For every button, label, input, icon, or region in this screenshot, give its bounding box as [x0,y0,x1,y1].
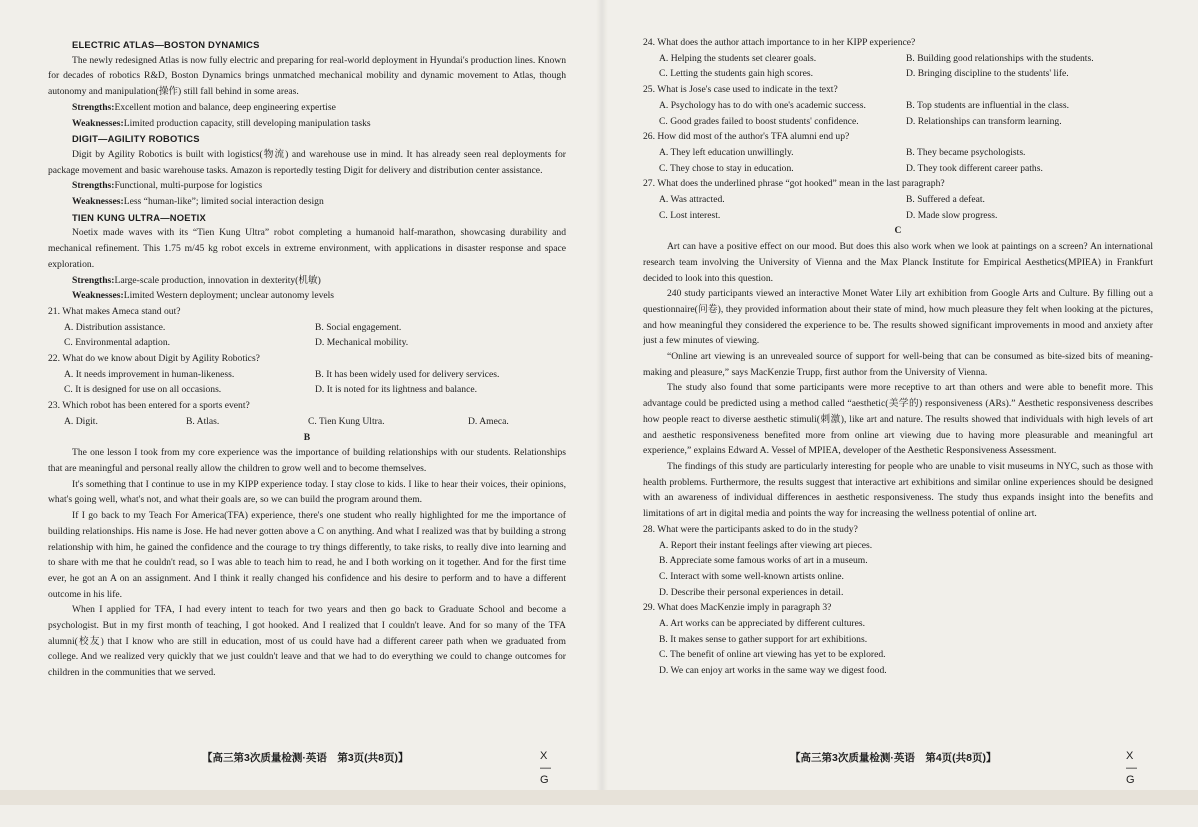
robot-description: Digit by Agility Robotics is built with logistics(物流) and warehouse use in mind. It has already seen real deployments for package movement and basic warehouse tasks. Amazon is reportedly testing Digit for delivery and distribution center assistance. [48,148,566,176]
robot-weaknesses [48,194,566,210]
page-fold [596,0,608,805]
section-b-title: B [303,431,311,443]
robot-strengths-text: Excellent motion and balance, deep engineering expertise [114,101,336,113]
page-3-version-code: X—G [540,750,551,786]
page-4-footer [790,750,1137,786]
answer-option: B. It makes sense to gather support for art exhibitions. [659,633,868,645]
passage-paragraph: The one lesson I took from my core experience was the importance of building relationships with our students. Relationships that are meaningful and personal really allow the children to grow well and to become themselves. [48,447,566,474]
questions-28-29 [643,522,1153,679]
robot-weaknesses-text: Limited production capacity, still developing manipulation tasks [123,117,371,129]
answer-option: B. Top students are influential in the class. [906,99,1070,111]
robot-heading: ELECTRIC ATLAS—BOSTON DYNAMICS [72,39,260,50]
answer-option: C. Letting the students gain high scores. [659,68,814,80]
section-c-title: C [894,225,902,237]
answer-option: D. We can enjoy art works in the same way we digest food. [659,665,887,677]
answer-option: B. It has been widely used for delivery services. [315,368,500,380]
answer-option: A. Psychology has to do with one's academic success. [659,99,866,111]
page-4-footer-text: 【高三第3次质量检测·英语 第4页(共8页)】 [790,752,997,764]
answer-option: A. Was attracted. [659,194,725,206]
answer-option: A. Art works can be appreciated by different cultures. [659,618,866,630]
robot-heading: TIEN KUNG ULTRA—NOETIX [72,211,206,223]
answer-option: B. Suffered a defeat. [906,194,985,206]
paper-bottom-edge [0,790,1198,805]
answer-option: A. Distribution assistance. [64,321,166,333]
page-4-version-code: X—G [1126,750,1137,786]
question-stem: 22. What do we know about Digit by Agility Robotics? [48,353,260,365]
answer-option: A. Digit. [64,415,98,427]
answer-option: C. Interact with some well-known artists online. [659,570,844,582]
passage-paragraph: Art can have a positive effect on our mood. But does this also work when we look at paintings on a screen? An international research team involving the University of Vienna and the Max Planck Institute for Empirical Aesthetics(MPIEA) in Frankfurt decided to look into this question. [643,241,1153,284]
passage-paragraph: If I go back to my Teach For America(TFA) experience, there's one student who really highlighted for me the importance of building relationships. His name is Jose. He had never gotten above a C on anything. And what I realized was that by building a strong relationship with him, he gained the confidence and the courage to try things differently, to take risks, to really dive into learning and to share with me that he couldn't read, so I was able to teach him to read, he and I both working on it together. And for the first time ever, he got an A on an assignment. And I think it really changed his confidence and his desire to perform and to have a different outcome in his life. [48,510,566,600]
answer-option: D. It is noted for its lightness and balance. [315,384,477,396]
page-4 [643,35,1153,825]
answer-option: A. Report their instant feelings after viewing art pieces. [659,539,873,551]
robot-weaknesses [48,116,566,132]
answer-option: C. Environmental adaption. [64,337,171,349]
robot-weaknesses-label: Weaknesses: [72,117,124,129]
answer-options [48,320,566,351]
robot-strengths [48,178,566,194]
answer-option: D. They took different career paths. [906,162,1043,174]
answer-option: D. Relationships can transform learning. [906,115,1062,127]
page-3 [48,37,566,827]
section-c-passage [643,239,1153,522]
answer-options [48,414,566,430]
answer-options [643,616,1153,679]
question-stem: 21. What makes Ameca stand out? [48,305,181,317]
passage-paragraph: When I applied for TFA, I had every intent to teach for two years and then go back to Graduate School and become a psychologist. But in my first month of teaching, I got hooked. And I realized that I couldn't leave. And for so many of the TFA alumni(校友) that I know who are still in education, most of us could have had a different career path when we graduated from college. And we realized very quickly that we just couldn't leave and that we had to do everything we could to change outcomes for children in the communities that we served. [48,604,566,679]
answer-option: C. Good grades failed to boost students' confidence. [659,115,859,127]
question-stem: 25. What is Jose's case used to indicate in the text? [643,84,838,96]
answer-option: B. Social engagement. [315,321,402,333]
robot-strengths [48,273,566,289]
robot-strengths-text: Functional, multi-purpose for logistics [114,180,263,192]
questions-21-23 [48,304,566,430]
answer-option: B. Atlas. [186,415,220,427]
answer-option: A. They left education unwillingly. [659,146,794,158]
question-stem: 29. What does MacKenzie imply in paragraph 3? [643,602,832,614]
robot-strengths [48,100,566,116]
passage-paragraph: The findings of this study are particularly interesting for people who are unable to visit museums in NYC, such as those with health problems. Furthermore, the results suggest that interactive art exhibitions and similar online experiences should be designed with an awareness of individual differences in aesthetic responsiveness. The study thus expands insight into the benefits and limitations of art in digital media and points the way for increasing the wellness potential of online art. [643,460,1153,520]
passage-paragraph: The study also found that some participants were more receptive to art than others and were able to benefit more. This advantage could be predicted using a method called “aesthetic(美学的) responsiveness (ARs).” Aesthetic responsiveness describes how people react to diverse aesthetic stimuli(刺激), like art and nature. The results showed that individuals with high levels of art and aesthetic responsiveness benefited more from online art viewing due to having more pleasurable and meaningful art experience,” explains Edward A. Vessel of MPIEA, developer of the Aesthetic Responsiveness Assessment. [643,382,1153,457]
answer-option: C. Tien Kung Ultra. [308,415,385,427]
robot-strengths-label: Strengths: [72,101,115,113]
robot-description: The newly redesigned Atlas is now fully electric and preparing for real-world deployment in Hyundai's production lines. Known for decades of robotics R&D, Boston Dynamics brings unmatched mechanical mobility and dynamic movement to Atlas, though autonomy and manipulation(操作) still fall behind in some areas. [48,54,566,98]
robot-strengths-label: Strengths: [72,274,115,286]
robot-strengths-label: Strengths: [72,180,115,192]
passage-paragraph: 240 study participants viewed an interactive Monet Water Lily art exhibition from Google Arts and Culture. By filling out a questionnaire(问卷), they provided information about their state of mind, how much pleasure they felt when looking at the pictures, and how meaningful they considered the experience to be. The results showed significant improvements in mood and anxiety after just a few minutes of viewing. [643,288,1153,347]
robot-heading: DIGIT—AGILITY ROBOTICS [72,133,200,145]
answer-options [643,51,1153,82]
answer-option: C. The benefit of online art viewing has yet to be explored. [659,649,886,661]
section-a-robot-profiles [48,37,566,304]
answer-options [643,98,1153,129]
answer-option: A. Helping the students set clearer goals. [659,52,817,64]
robot-weaknesses-text: Less “human-like”; limited social interaction design [123,196,324,208]
answer-option: D. Describe their personal experiences in detail. [659,586,844,598]
answer-option: B. Appreciate some famous works of art in a museum. [659,555,868,567]
robot-weaknesses-label: Weaknesses: [72,196,124,208]
passage-paragraph: “Online art viewing is an unrevealed source of support for well-being that can be consumed as bite-sized bits of meaning-making and pleasure,” says MacKenzie Trupp, first author from the University of Vienna. [643,351,1153,378]
section-b-passage [48,445,566,681]
answer-option: B. Building good relationships with the students. [906,52,1094,64]
answer-options [48,367,566,398]
robot-weaknesses [48,288,566,304]
question-stem: 23. Which robot has been entered for a sports event? [48,400,250,412]
robot-strengths-text: Large-scale production, innovation in dexterity(机敏) [114,274,321,286]
page-3-footer-text: 【高三第3次质量检测·英语 第3页(共8页)】 [202,752,409,764]
robot-weaknesses-label: Weaknesses: [72,290,124,302]
answer-options [643,192,1153,223]
robot-weaknesses-text: Limited Western deployment; unclear autonomy levels [123,290,335,302]
questions-24-27 [643,35,1153,223]
answer-option: B. They became psychologists. [906,146,1026,158]
robot-description: Noetix made waves with its “Tien Kung Ultra” robot completing a humanoid half-marathon, showcasing durability and mechanical refinement. This 1.75 m/45 kg robot excels in extreme environment, with applications in disaster response and space exploration. [48,227,566,270]
answer-options [643,538,1153,601]
answer-option: D. Ameca. [468,415,509,427]
answer-option: D. Made slow progress. [906,209,998,221]
page-3-footer [202,750,551,786]
answer-option: C. It is designed for use on all occasions. [64,384,222,396]
answer-option: D. Bringing discipline to the students' life. [906,68,1069,80]
answer-option: C. Lost interest. [659,209,721,221]
passage-paragraph: It's something that I continue to use in my KIPP experience today. I stay close to kids. I like to hear their voices, their opinions, what's going well, what's not, and what their goals are, so we can build the program around them. [48,478,566,506]
question-stem: 24. What does the author attach importance to in her KIPP experience? [643,37,916,48]
answer-option: C. They chose to stay in education. [659,162,794,174]
question-stem: 28. What were the participants asked to do in the study? [643,523,858,535]
answer-option: D. Mechanical mobility. [315,337,409,349]
answer-options [643,145,1153,176]
question-stem: 27. What does the underlined phrase “got hooked” mean in the last paragraph? [643,178,945,190]
question-stem: 26. How did most of the author's TFA alumni end up? [643,131,850,143]
answer-option: A. It needs improvement in human-likeness. [64,368,235,380]
